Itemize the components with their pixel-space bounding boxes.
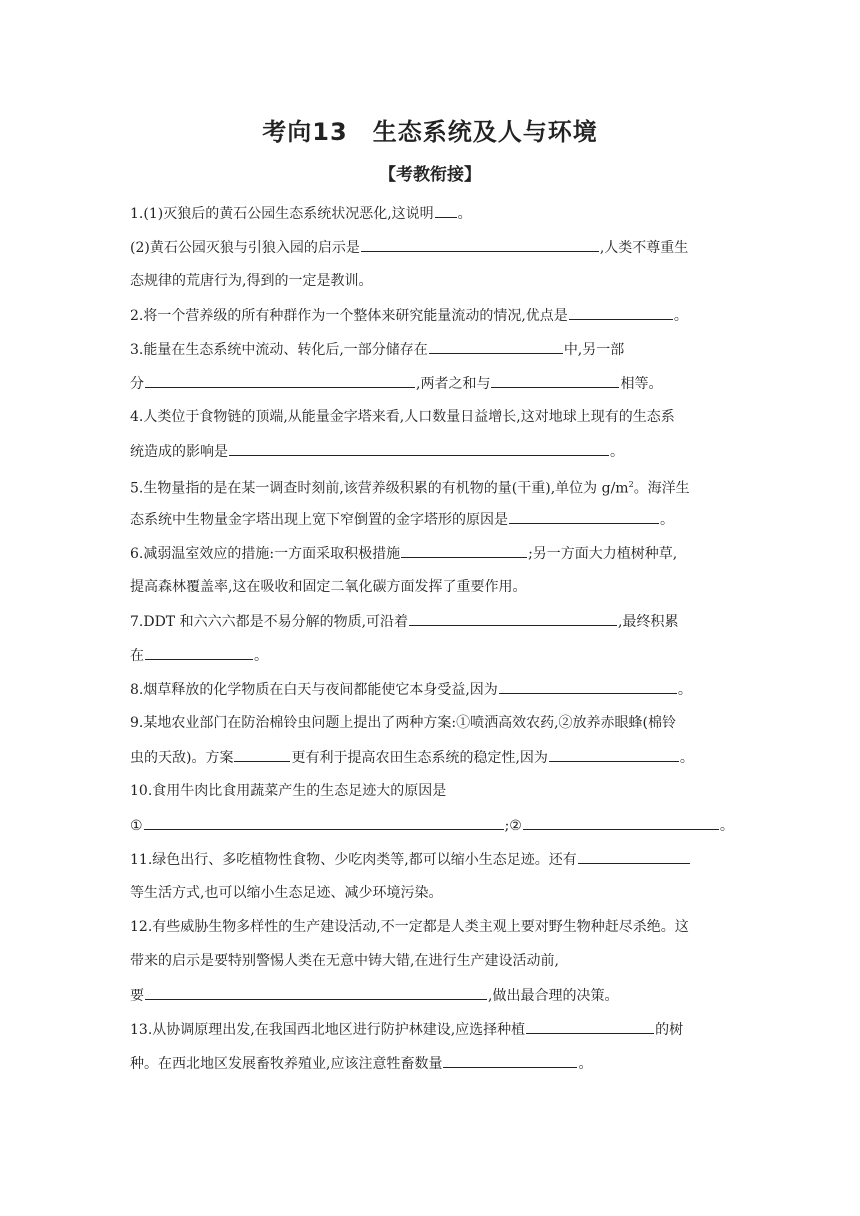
question-1-line-1	[130, 203, 740, 224]
question-text: 等生活方式,也可以缩小生态足迹、减少环境污染。	[130, 885, 443, 901]
question-4-line-1	[130, 407, 740, 427]
question-11-line-2	[130, 883, 740, 903]
question-text: 6.减弱温室效应的措施:一方面采取积极措施	[130, 546, 401, 562]
question-text: 5.生物量指的是在某一调查时刻前,该营养级积累的有机物的量(干重),单位为 g/m	[130, 480, 629, 497]
question-text: (2)黄石公园灭狼与引狼入园的启示是	[130, 240, 360, 256]
answer-blank[interactable]	[526, 1019, 654, 1034]
answer-blank[interactable]	[569, 305, 673, 320]
question-text: 13.从协调原理出发,在我国西北地区进行防护林建设,应选择种植	[130, 1022, 526, 1038]
question-7-line-2	[130, 645, 740, 666]
question-6-line-1	[130, 543, 740, 564]
question-5-line-2	[130, 509, 740, 530]
question-text: 。	[679, 750, 694, 766]
question-text: 的树	[655, 1022, 684, 1038]
answer-blank[interactable]	[499, 679, 677, 694]
answer-blank[interactable]	[491, 373, 619, 388]
question-text: 2.将一个营养级的所有种群作为一个整体来研究能量流动的情况,优点是	[130, 308, 568, 324]
question-text: 要	[130, 988, 144, 1004]
question-text: ;②	[504, 818, 522, 834]
answer-blank[interactable]	[435, 203, 457, 218]
question-text: 7.DDT 和六六六都是不易分解的物质,可沿着	[130, 614, 409, 630]
question-3-line-2	[130, 373, 740, 394]
question-text: 。	[254, 648, 268, 664]
question-text: ,做出最合理的决策。	[488, 988, 619, 1004]
question-text: 4.人类位于食物链的顶端,从能量金字塔来看,人口数量日益增长,这对地球上现有的生态系	[130, 409, 675, 425]
answer-blank[interactable]	[429, 339, 563, 354]
question-2-line-1	[130, 305, 740, 326]
question-text: 。	[660, 512, 674, 528]
question-text: 提高森林覆盖率,这在吸收和固定二氧化碳方面发挥了重要作用。	[130, 579, 527, 595]
question-text: 。	[610, 444, 624, 460]
question-10-line-2	[130, 815, 740, 836]
section-heading: 【考教衔接】	[379, 165, 481, 185]
question-1-line-3	[130, 271, 740, 291]
question-text: 中,另一部	[563, 342, 625, 358]
question-text: 态规律的荒唐行为,得到的一定是教训。	[130, 273, 373, 289]
page-title: 考向13 生态系统及人与环境	[262, 118, 598, 146]
question-13-line-2	[130, 1053, 740, 1074]
question-text: 。	[673, 308, 688, 324]
question-7-line-1	[130, 611, 740, 632]
question-text: 。	[719, 818, 734, 834]
answer-blank[interactable]	[145, 645, 253, 660]
question-12-line-2	[130, 951, 740, 971]
question-3-line-1	[130, 339, 740, 360]
answer-blank[interactable]	[361, 237, 599, 252]
question-12-line-3	[130, 985, 740, 1006]
question-text: 。	[677, 682, 692, 698]
question-text: ,两者之和与	[416, 376, 491, 392]
question-text: ①	[130, 818, 143, 834]
question-text: 8.烟草释放的化学物质在白天与夜间都能使它本身受益,因为	[130, 682, 498, 698]
question-text: 3.能量在生态系统中流动、转化后,一部分储存在	[130, 342, 428, 358]
question-1-line-2	[130, 237, 740, 258]
question-9-line-1	[130, 713, 740, 733]
question-text: ,人类不尊重生	[599, 240, 689, 256]
question-4-line-2	[130, 441, 740, 462]
answer-blank[interactable]	[409, 611, 617, 626]
question-text: 相等。	[620, 376, 663, 392]
question-text: 。海洋生	[633, 480, 690, 497]
answer-blank[interactable]	[234, 747, 290, 762]
question-11-line-1	[130, 849, 740, 870]
question-6-line-2	[130, 577, 740, 597]
question-12-line-1	[130, 917, 740, 937]
answer-blank[interactable]	[443, 1053, 577, 1068]
question-text: 更有利于提高农田生态系统的稳定性,因为	[291, 750, 548, 766]
question-8-line-1	[130, 679, 740, 700]
answer-blank[interactable]	[523, 815, 719, 830]
answer-blank[interactable]	[144, 815, 504, 830]
answer-blank[interactable]	[401, 543, 527, 558]
question-text: 9.某地农业部门在防治棉铃虫问题上提出了两种方案:①喷洒高效农药,②放养赤眼蜂(棉铃	[130, 715, 676, 731]
question-text: 带来的启示是要特别警惕人类在无意中铸大错,在进行生产建设活动前,	[130, 953, 559, 969]
answer-blank[interactable]	[145, 373, 415, 388]
superscript: 2	[628, 480, 634, 489]
question-text: 10.食用牛肉比食用蔬菜产生的生态足迹大的原因是	[130, 783, 447, 799]
question-text: 虫的天敌)。方案	[130, 750, 234, 766]
question-9-line-2	[130, 747, 740, 768]
question-13-line-1	[130, 1019, 740, 1040]
question-10-line-1	[130, 781, 740, 801]
question-text: ,最终积累	[618, 614, 679, 630]
question-text: 。	[457, 206, 472, 222]
question-text: 统造成的影响是	[130, 444, 228, 460]
question-text: 12.有些威胁生物多样性的生产建设活动,不一定都是人类主观上要对野生物种赶尽杀绝。这	[130, 919, 689, 935]
question-text: 种。在西北地区发展畜牧养殖业,应该注意牲畜数量	[130, 1056, 443, 1072]
question-text: 分	[130, 376, 144, 392]
answer-blank[interactable]	[578, 849, 690, 864]
answer-blank[interactable]	[549, 747, 679, 762]
question-text: 1.(1)灭狼后的黄石公园生态系统状况恶化,这说明	[130, 206, 434, 222]
question-5-line-1	[130, 475, 740, 499]
question-text: 。	[578, 1056, 593, 1072]
answer-blank[interactable]	[229, 441, 609, 456]
question-text: 在	[130, 648, 144, 664]
answer-blank[interactable]	[145, 985, 487, 1000]
question-text: 态系统中生物量金字塔出现上宽下窄倒置的金字塔形的原因是	[130, 512, 508, 528]
question-text: 11.绿色出行、多吃植物性食物、少吃肉类等,都可以缩小生态足迹。还有	[130, 852, 577, 868]
answer-blank[interactable]	[509, 509, 659, 524]
question-text: ;另一方面大力植树种草,	[528, 546, 678, 562]
